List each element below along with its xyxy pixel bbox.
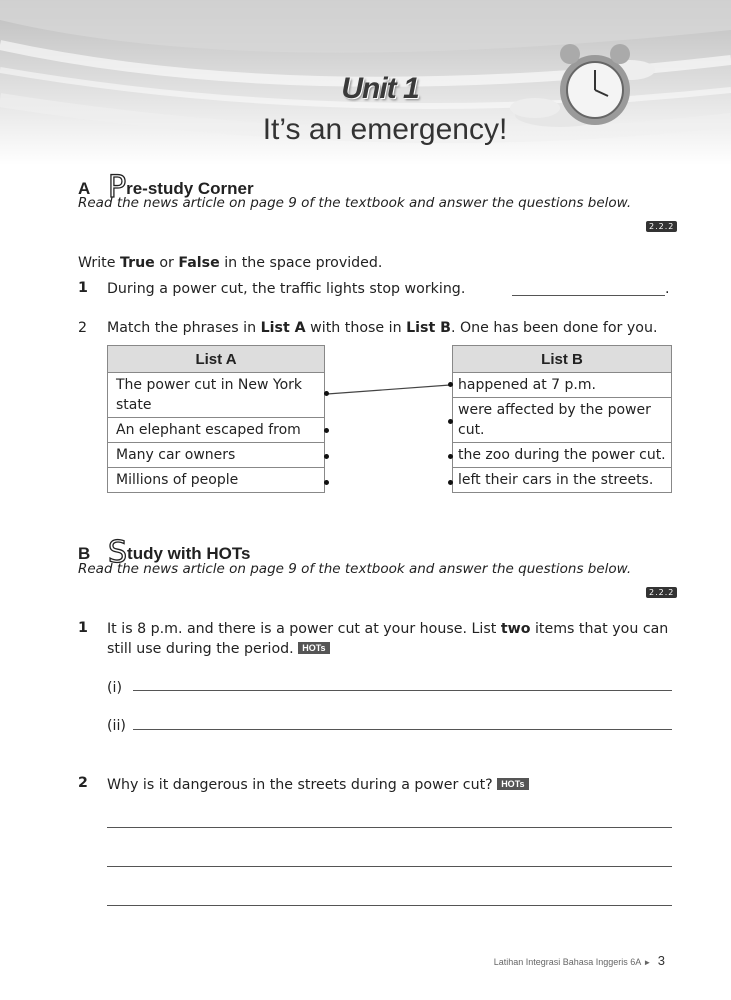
list-b-table [452,345,672,493]
skill-badge: 2.2.2 [646,221,677,232]
list-b-item: were affected by the power cut. [453,398,672,443]
match-dot[interactable] [324,428,329,433]
page-title: It’s an emergency! [262,113,508,146]
match-dot[interactable] [324,480,329,485]
question-number: 1 [78,620,88,636]
list-b-item: the zoo during the power cut. [453,443,672,468]
list-a-item: Millions of people [108,468,325,493]
footer [430,953,665,968]
page-number: 3 [657,953,665,968]
list-a-header: List A [108,346,325,373]
question-text: Match the phrases in List A with those in List B. One has been done for you. [107,320,658,336]
answer-line[interactable] [107,866,672,867]
question-text: During a power cut, the traffic lights stop working. [107,281,466,297]
match-dot[interactable] [448,480,453,485]
list-a-table [107,345,325,493]
question-number: 1 [78,280,88,296]
list-b-header: List B [453,346,672,373]
skill-badge: 2.2.2 [646,587,677,598]
question-number: 2 [78,320,88,336]
answer-line[interactable] [107,905,672,906]
unit-title: Unit 1 [341,72,419,105]
question-number: 2 [78,775,88,791]
section-b-instruction: Read the news article on page 9 of the textbook and answer the questions below. [78,561,632,577]
answer-line[interactable] [512,295,665,296]
section-initial: S [108,535,128,570]
question-text: It is 8 p.m. and there is a power cut at your house. List two items that you can [107,621,669,637]
hots-badge: HOTs [298,642,329,654]
question-text: still use during the period. HOTs [107,638,330,659]
list-b-item: happened at 7 p.m. [453,373,672,398]
section-a-instruction: Read the news article on page 9 of the textbook and answer the questions below. [78,195,632,211]
sub-label: (ii) [107,718,126,734]
answer-line[interactable] [133,690,672,691]
section-letter: B [78,544,91,563]
list-b-item: left their cars in the streets. [453,468,672,493]
footer-arrow-icon: ► [643,958,652,967]
hots-badge: HOTs [497,778,528,790]
section-initial: P [108,170,127,205]
match-dot[interactable] [324,454,329,459]
question-text: Why is it dangerous in the streets during a power cut? HOTs [107,774,529,795]
write-instruction: Write True or False in the space provided. [78,255,383,271]
answer-end: . [665,281,670,297]
section-heading-text: re-study Corner [126,179,254,198]
list-a-item: Many car owners [108,443,325,468]
list-a-item: The power cut in New York state [108,373,325,418]
section-heading-text: tudy with HOTs [127,544,251,563]
match-dot[interactable] [448,382,453,387]
list-a-item: An elephant escaped from [108,418,325,443]
section-letter: A [78,179,91,198]
answer-line[interactable] [133,729,672,730]
sub-label: (i) [107,680,123,696]
answer-line[interactable] [107,827,672,828]
footer-book-title: Latihan Integrasi Bahasa Inggeris 6A [493,957,641,967]
match-dot[interactable] [448,419,453,424]
match-dot[interactable] [324,391,329,396]
match-dot[interactable] [448,454,453,459]
